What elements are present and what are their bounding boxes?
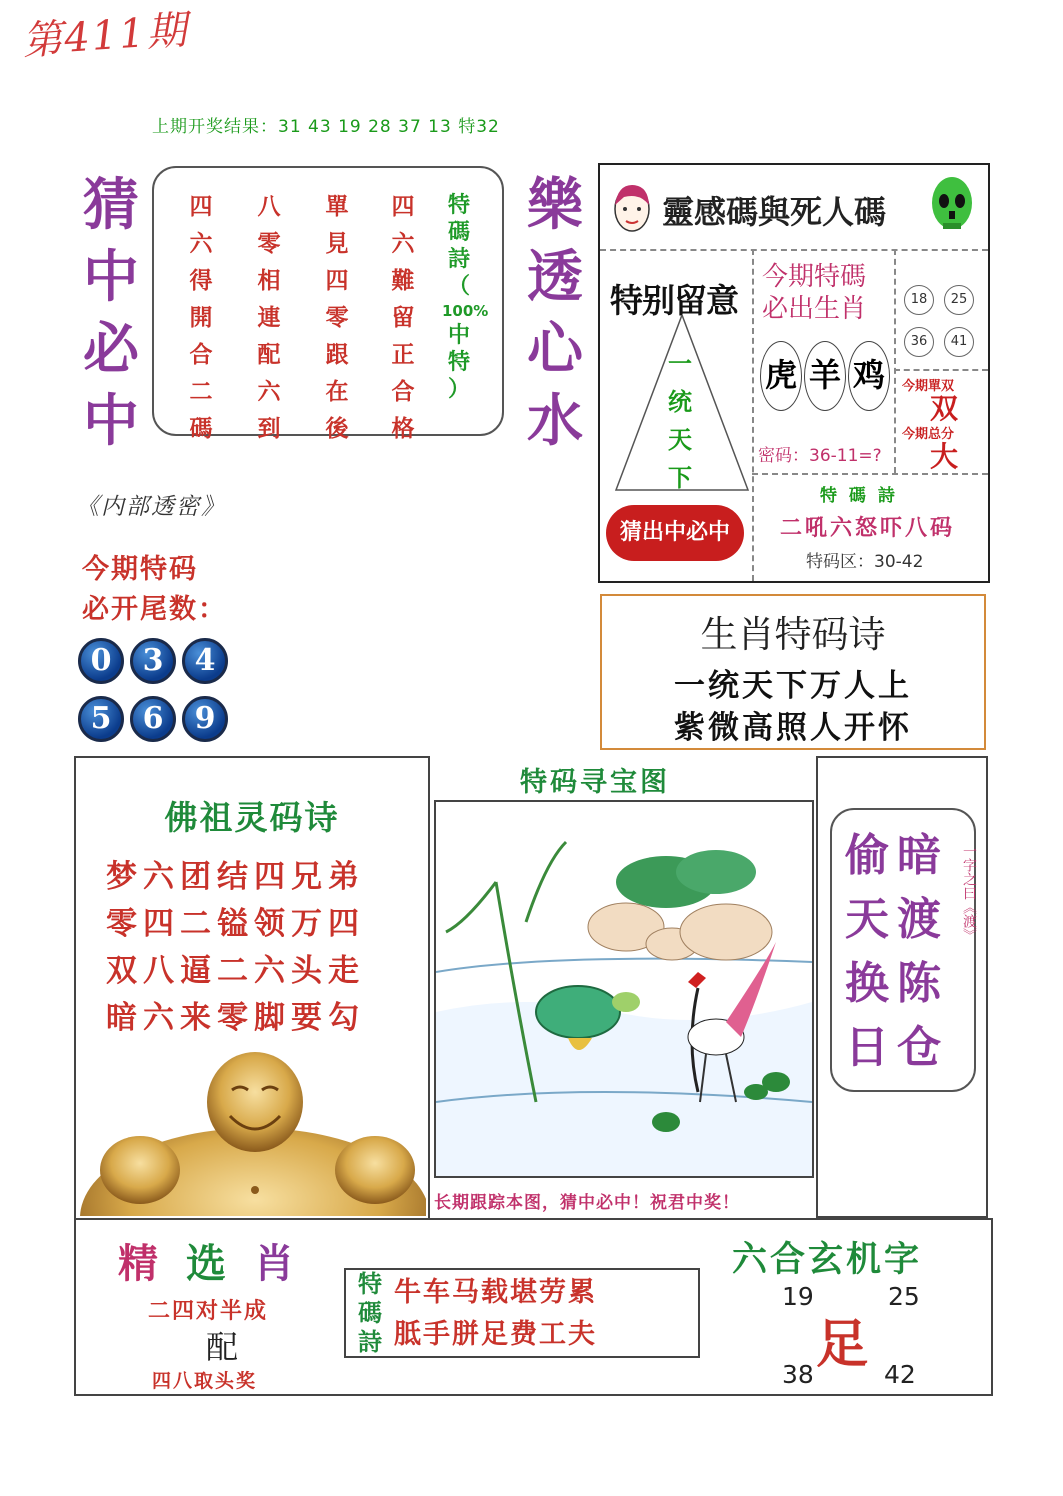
- bottom-poem-lines: [394, 1272, 597, 1356]
- left-title-char: 中: [83, 245, 139, 310]
- number-circle: 41: [944, 327, 974, 357]
- zodiac-poem-line: 一统天下万人上: [674, 668, 912, 704]
- jingxuan-line: 四八取头奖: [152, 1370, 258, 1392]
- poem-char: 正: [391, 341, 415, 368]
- poem-char: 到: [257, 415, 281, 442]
- zodiac-poem-line: 紫微高照人开怀: [674, 710, 912, 746]
- zodiac-heading: [762, 261, 866, 325]
- zodiac-tiger: 虎: [760, 341, 802, 411]
- poem-char: 格: [391, 415, 415, 442]
- poem-char: 六: [391, 230, 415, 257]
- idiom-char: 暗: [897, 830, 941, 881]
- poem-char: 零: [325, 304, 349, 331]
- zodiac-goat: 羊: [804, 341, 846, 411]
- poem-char: 相: [257, 267, 281, 294]
- tail-label-line: 今期特码: [82, 554, 198, 585]
- right-title-char: 水: [527, 389, 583, 454]
- special-range: 特码区：30-42: [806, 552, 924, 572]
- left-title-char: 中: [83, 389, 139, 454]
- tail-digit-ball: 3: [130, 638, 176, 684]
- poem-side-label: [442, 192, 489, 403]
- right-title: [520, 170, 590, 458]
- jingxuan-char: 精: [118, 1241, 186, 1287]
- buddha-image: [80, 1050, 426, 1216]
- poem-char: 零: [257, 230, 281, 257]
- idiom-char: 偷: [845, 830, 889, 881]
- buddha-poem-title: 佛祖灵码诗: [164, 798, 340, 837]
- zodiac-picks: [760, 341, 890, 411]
- bottom-poem-label-char: 碼: [358, 1299, 382, 1327]
- idiom-char: 天: [845, 894, 889, 945]
- panel-title: 靈感碼與死人碼: [662, 193, 887, 231]
- special-code-poem-box: [152, 166, 504, 442]
- attention-label: 特别留意: [610, 281, 738, 320]
- panel-poem-text: 二吼六怒吓八码: [780, 516, 956, 541]
- total-label: 今期总分: [902, 427, 955, 442]
- poem-char: 二: [189, 378, 213, 405]
- idiom-char: 日: [845, 1022, 889, 1073]
- guess-button: 猜出中必中: [606, 505, 744, 561]
- liuhe-character: 足: [816, 1314, 869, 1375]
- zodiac-poem-box: [600, 594, 986, 750]
- jingxuan-char: 选: [186, 1241, 254, 1287]
- bottom-poem-line: 牛车马载堪劳累: [394, 1277, 597, 1308]
- idiom-char: 仓: [897, 1022, 941, 1073]
- left-title-char: 猜: [83, 173, 139, 238]
- tail-digit-ball: 9: [182, 696, 228, 742]
- poem-column: [244, 188, 294, 447]
- poem-char: 八: [257, 193, 281, 220]
- bottom-poem-label-char: 特: [358, 1270, 382, 1298]
- zodiac-rooster: 鸡: [848, 341, 890, 411]
- idiom-char: 渡: [897, 894, 941, 945]
- inspiration-panel: [598, 163, 990, 583]
- zodiac-heading-line: 必出生肖: [762, 294, 867, 324]
- left-title: [76, 170, 146, 458]
- buddha-poem-line: 梦六团结四兄弟: [106, 859, 365, 895]
- idiom-box: [816, 756, 988, 1218]
- poem-char: 六: [257, 378, 281, 405]
- bottom-poem-line: 胝手胼足费工夫: [394, 1319, 597, 1350]
- total-value: 大: [930, 440, 959, 473]
- idiom-char: 陈: [897, 958, 941, 1009]
- odd-even-value: 双: [930, 392, 959, 425]
- poem-char: 四: [325, 267, 349, 294]
- side-char: 特: [447, 350, 470, 375]
- bottom-poem-box: [344, 1268, 700, 1358]
- buddha-poem-box: [74, 756, 430, 1218]
- poem-char: 連: [257, 304, 281, 331]
- number-circle: 25: [944, 285, 974, 315]
- jingxuan-title: [118, 1232, 322, 1289]
- poem-char: 難: [391, 267, 415, 294]
- idiom-column: [842, 824, 892, 1080]
- poem-char: 後: [325, 415, 349, 442]
- triangle-char: 天: [668, 426, 692, 454]
- poem-column: [312, 188, 362, 447]
- poem-char: 碼: [189, 415, 213, 442]
- zodiac-heading-line: 今期特碼: [762, 262, 867, 292]
- internal-label: 《内部透密》: [76, 494, 226, 520]
- issue-number: 第411期: [20, 7, 191, 65]
- tail-label-line: 必开尾数：: [82, 594, 227, 625]
- side-char: 中: [447, 323, 470, 348]
- buddha-poem-lines: [106, 854, 365, 1042]
- triangle-text: [658, 345, 702, 497]
- poem-char: 六: [189, 230, 213, 257]
- triangle-char: 下: [668, 464, 692, 492]
- buddha-poem-line: 零四二镒领万四: [106, 906, 365, 942]
- right-title-char: 透: [527, 245, 583, 310]
- buddha-poem-line: 双八逼二六头走: [106, 953, 365, 989]
- treasure-caption: 长期跟踪本图，猜中必中！祝君中奖！: [434, 1193, 740, 1213]
- treasure-title: 特码寻宝图: [520, 767, 670, 798]
- skull-icon: [930, 175, 974, 237]
- poem-char: 配: [257, 341, 281, 368]
- poem-char: 單: [325, 193, 349, 220]
- poem-char: 合: [391, 378, 415, 405]
- liuhe-number: 25: [888, 1282, 920, 1311]
- side-char: ）: [447, 377, 470, 402]
- bottom-panel: [74, 1218, 993, 1396]
- side-char: 碼: [447, 220, 470, 245]
- poem-char: 合: [189, 341, 213, 368]
- poem-char: 四: [391, 193, 415, 220]
- left-title-char: 必: [83, 317, 139, 382]
- poem-column: [176, 188, 226, 447]
- jingxuan-match: 配: [206, 1328, 239, 1366]
- liuhe-number: 42: [884, 1360, 916, 1389]
- liuhe-title: 六合玄机字: [732, 1240, 923, 1280]
- bottom-poem-label: [350, 1270, 390, 1357]
- poem-char: 見: [325, 230, 349, 257]
- treasure-map: [434, 800, 814, 1178]
- idiom-side-note: 一字之曰《渡》: [961, 844, 977, 942]
- idiom-column: [894, 824, 944, 1080]
- idiom-char: 换: [845, 958, 889, 1009]
- poem-char: 留: [391, 304, 415, 331]
- liuhe-number: 38: [782, 1360, 814, 1389]
- triangle-char: 统: [668, 388, 692, 416]
- side-char: 詩: [447, 247, 470, 272]
- poem-char: 跟: [325, 341, 349, 368]
- tail-digit-ball: 5: [78, 696, 124, 742]
- number-circle: 18: [904, 285, 934, 315]
- buddha-poem-line: 暗六来零脚要勾: [106, 1000, 365, 1036]
- poem-char: 得: [189, 267, 213, 294]
- last-draw-result: 上期开奖结果：31 43 19 28 37 13 特32: [152, 117, 500, 137]
- right-title-char: 心: [527, 317, 583, 382]
- side-char: （: [447, 274, 470, 299]
- poem-char: 在: [325, 378, 349, 405]
- side-char: 100%: [442, 302, 489, 320]
- tail-digit-ball: 6: [130, 696, 176, 742]
- jingxuan-char: 肖: [254, 1241, 322, 1287]
- poem-column: [378, 188, 428, 447]
- liuhe-number: 19: [782, 1282, 814, 1311]
- number-circle: 36: [904, 327, 934, 357]
- tail-label: [82, 550, 227, 630]
- jingxuan-line: 二四对半成: [148, 1299, 269, 1324]
- face-icon: [610, 179, 654, 235]
- triangle-char: 一: [668, 350, 692, 378]
- odd-even-label: 今期單双: [902, 379, 955, 394]
- side-char: 特: [447, 193, 470, 218]
- tail-digit-ball: 0: [78, 638, 124, 684]
- bottom-poem-label-char: 詩: [358, 1328, 382, 1356]
- zodiac-poem-title: 生肖特码诗: [700, 613, 886, 656]
- panel-poem-label: 特 碼 詩: [820, 486, 898, 506]
- tail-digit-ball: 4: [182, 638, 228, 684]
- poem-char: 開: [189, 304, 213, 331]
- right-title-char: 樂: [527, 173, 583, 238]
- poem-char: 四: [189, 193, 213, 220]
- secret-code: 密码：36-11=?: [758, 446, 882, 466]
